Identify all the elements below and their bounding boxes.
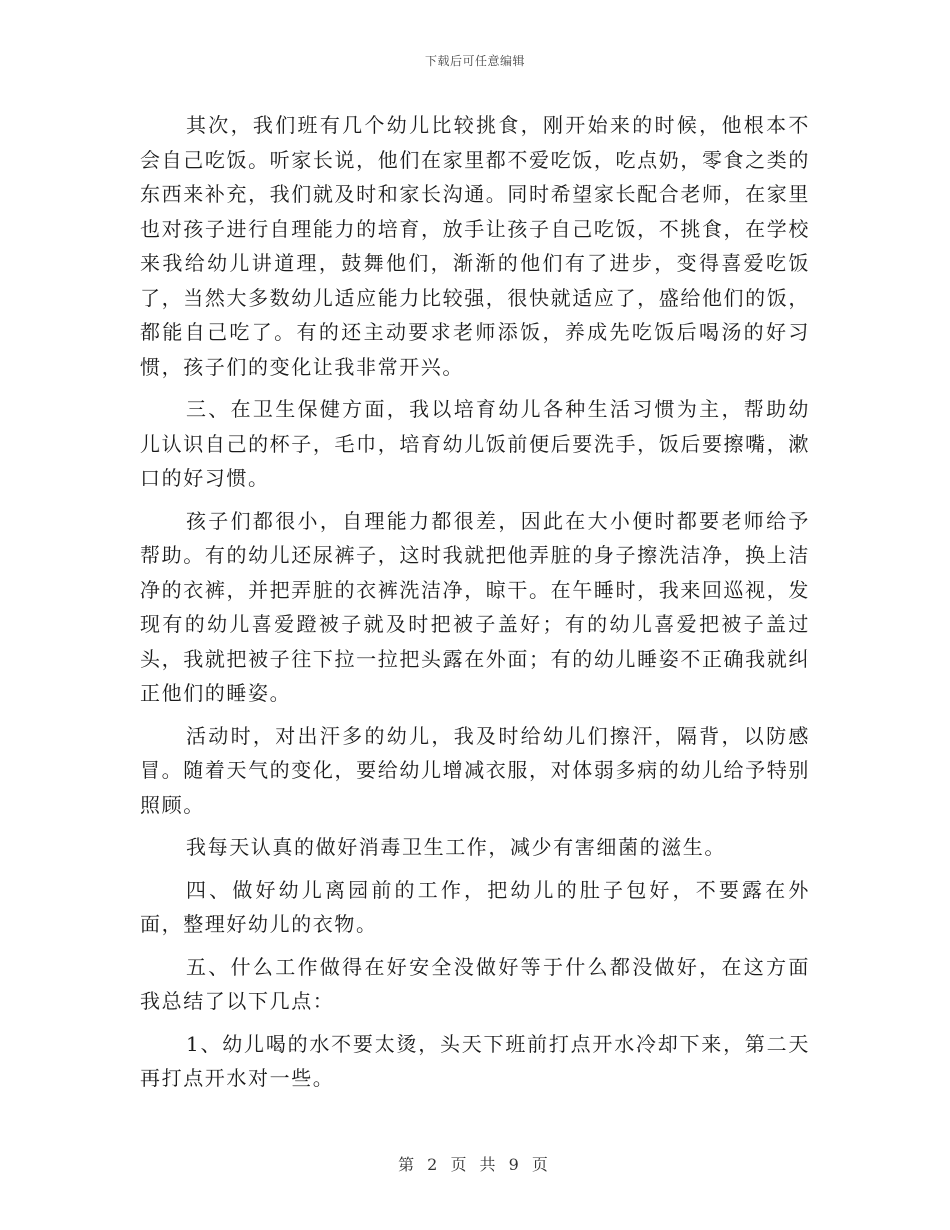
paragraph-leaving-prep: 四、做好幼儿离园前的工作，把幼儿的肚子包好，不要露在外面，整理好幼儿的衣物。 (140, 877, 810, 936)
paragraph-activity-care: 活动时，对出汗多的幼儿，我及时给幼儿们擦汗，隔背，以防感冒。随着天气的变化，要给幼儿增减衣服，对体弱多病的幼儿给予特别照顾。 (140, 723, 810, 817)
document-body (140, 108, 810, 1104)
paragraph-hygiene-health: 三、在卫生保健方面，我以培育幼儿各种生活习惯为主，帮助幼儿认识自己的杯子，毛巾，培育幼儿饭前便后要洗手，饭后要擦嘴，漱口的好习惯。 (140, 397, 810, 490)
page-header-note: 下载后可任意编辑 (424, 54, 525, 68)
paragraph-toilet-help: 孩子们都很小，自理能力都很差，因此在大小便时都要老师给予帮助。有的幼儿还尿裤子，这时我就把他弄脏的身子擦洗洁净，换上洁净的衣裤，并把弄脏的衣裤洗洁净，晾干。在午睡时，我来回巡视，发现有的幼儿喜爱蹬被子就及时把被子盖好；有的幼儿喜爱把被子盖过头，我就把被子往下拉一拉把头露在外面；有的幼儿睡姿不正确我就纠正他们的睡姿。 (140, 508, 810, 705)
page-number-footer: 第 2 页 共 9 页 (398, 1155, 552, 1174)
paragraph-safety-intro: 五、什么工作做得在好安全没做好等于什么都没做好，在这方面我总结了以下几点： (140, 954, 810, 1013)
paragraph-picky-eaters: 其次，我们班有几个幼儿比较挑食，刚开始来的时候，他根本不会自己吃饭。听家长说，他们在家里都不爱吃饭，吃点奶，零食之类的东西来补充，我们就及时和家长沟通。同时希望家长配合老师，在家里也对孩子进行自理能力的培育，放手让孩子自己吃饭，不挑食，在学校来我给幼儿讲道理，鼓舞他们，渐渐的他们有了进步，变得喜爱吃饭了，当然大多数幼儿适应能力比较强，很快就适应了，盛给他们的饭，都能自己吃了。有的还主动要求老师添饭，养成先吃饭后喝汤的好习惯，孩子们的变化让我非常开兴。 (140, 113, 810, 379)
paragraph-safety-point-1: 1、幼儿喝的水不要太烫，头天下班前打点开水冷却下来，第二天再打点开水对一些。 (140, 1031, 810, 1090)
paragraph-disinfection: 我每天认真的做好消毒卫生工作，减少有害细菌的滋生。 (186, 835, 726, 859)
